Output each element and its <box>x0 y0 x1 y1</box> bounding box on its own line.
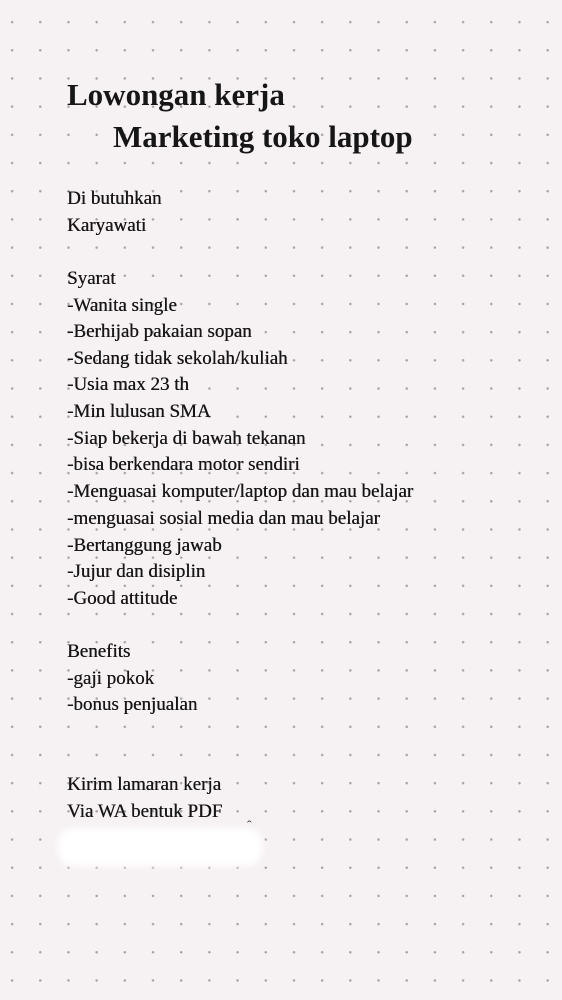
requirement-item: -Good attitude <box>67 588 178 609</box>
requirement-item: -Siap bekerja di bawah tekanan <box>67 428 306 449</box>
requirement-item: -Berhijab pakaian sopan <box>67 321 252 342</box>
redacted-contact <box>58 828 262 866</box>
requirement-item: -Menguasai komputer/laptop dan mau belajar <box>67 481 414 502</box>
benefit-item: -bonus penjualan <box>67 694 198 715</box>
requirement-item: -Wanita single <box>67 295 177 316</box>
requirement-item: -Bertanggung jawab <box>67 535 222 556</box>
title-line-1: Lowongan kerja <box>67 77 285 112</box>
application-line: Via WA bentuk PDF <box>67 801 223 822</box>
requirement-item: -Jujur dan disiplin <box>67 561 206 582</box>
redaction-residue-mark: ˆ <box>247 819 252 834</box>
benefits-heading: Benefits <box>67 641 131 662</box>
intro-line: Di butuhkan <box>67 188 162 209</box>
application-line: Kirim lamaran kerja <box>67 774 222 795</box>
benefit-item: -gaji pokok <box>67 668 155 689</box>
requirements-heading: Syarat <box>67 268 116 289</box>
requirement-item: -Sedang tidak sekolah/kuliah <box>67 348 288 369</box>
requirement-item: -bisa berkendara motor sendiri <box>67 454 300 475</box>
requirement-item: -menguasai sosial media dan mau belajar <box>67 508 380 529</box>
intro-line: Karyawati <box>67 215 147 236</box>
requirement-item: -Min lulusan SMA <box>67 401 211 422</box>
title-line-2: Marketing toko laptop <box>113 119 413 154</box>
requirement-item: -Usia max 23 th <box>67 374 189 395</box>
